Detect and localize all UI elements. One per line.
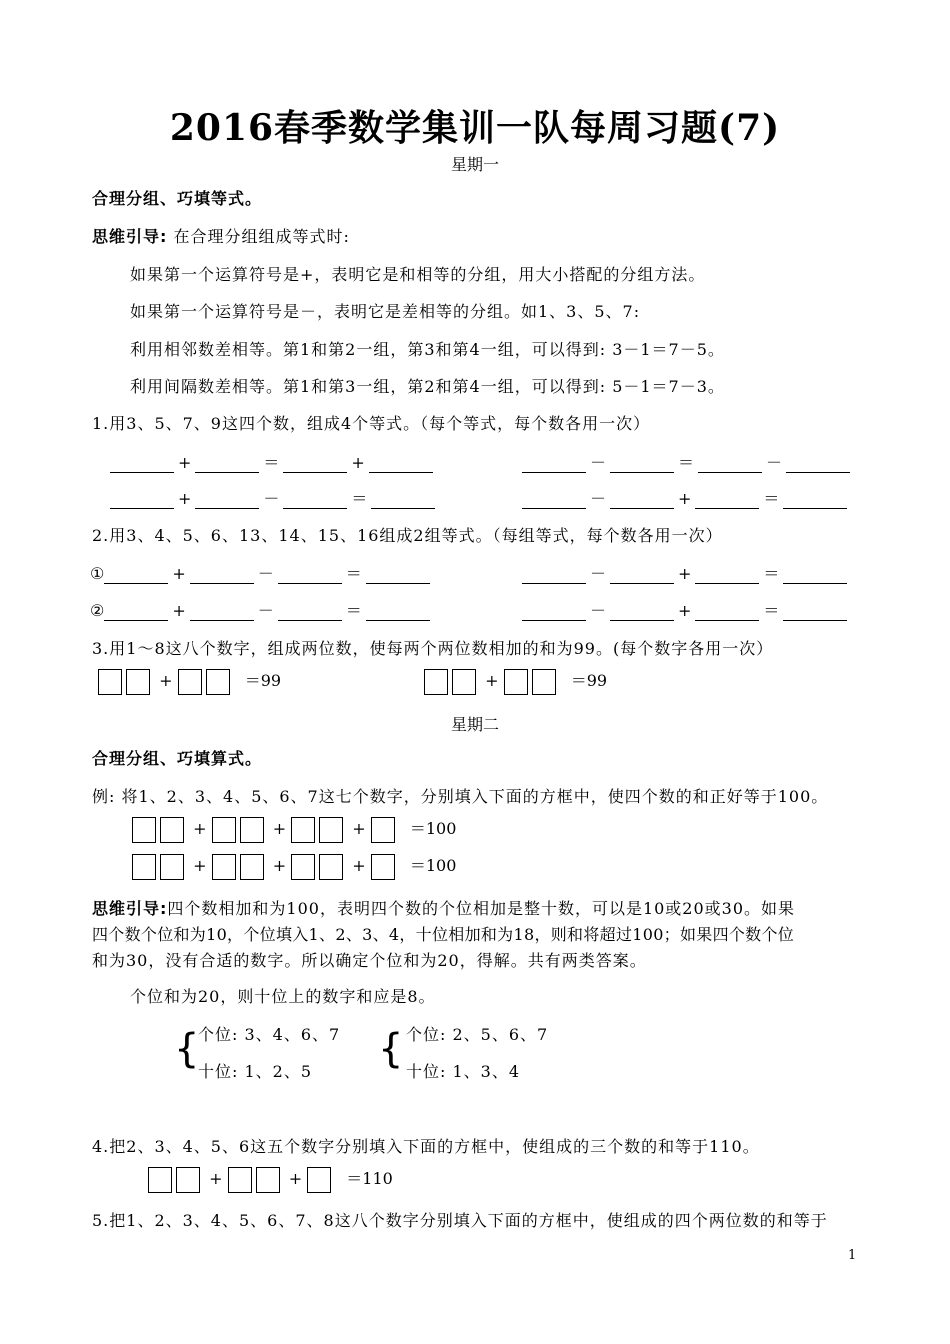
blank[interactable] [695, 490, 759, 509]
blank[interactable] [522, 454, 586, 473]
question-1: 1.用3、5、7、9这四个数，组成4个等式。（每个等式，每个数各用一次） [92, 414, 651, 433]
digit-box[interactable] [532, 669, 556, 695]
hint-line: 和为30，没有合适的数字。所以确定个位和为20，得解。共有两类答案。 [92, 951, 647, 970]
blank[interactable] [278, 602, 342, 621]
digit-box[interactable] [132, 854, 156, 880]
hint-label: 思维引导: [92, 899, 168, 918]
blank[interactable] [195, 454, 259, 473]
hint-line: 四个数相加和为100，表明四个数的个位相加是整十数，可以是10或20或30。如果 [167, 899, 796, 918]
blank[interactable] [610, 565, 674, 584]
blank[interactable] [522, 565, 586, 584]
blank[interactable] [104, 565, 168, 584]
digit-box[interactable] [148, 1167, 172, 1193]
digit-box[interactable] [212, 854, 236, 880]
brace-icon: { [174, 1026, 200, 1072]
blank[interactable] [371, 490, 435, 509]
blank[interactable] [369, 454, 433, 473]
blank[interactable] [783, 565, 847, 584]
q1-equation-2: － ＝ － [518, 450, 854, 473]
section1-hint [92, 224, 350, 247]
hint-line: 如果第一个运算符号是+，表明它是和相等的分组，用大小搭配的分组方法。 [130, 265, 706, 284]
question-4: 4.把2、3、4、5、6这五个数字分别填入下面的方框中，使组成的三个数的和等于110。 [92, 1137, 760, 1156]
blank[interactable] [610, 602, 674, 621]
blank[interactable] [786, 454, 850, 473]
hint-line: 四个数个位和为10，个位填入1、2、3、4，十位相加和为18，则和将超过100；如果四个数个位 [92, 925, 795, 944]
digit-box[interactable] [178, 669, 202, 695]
blank[interactable] [610, 454, 674, 473]
question-5: 5.把1、2、3、4、5、6、7、8这八个数字分别填入下面的方框中，使组成的四个两位数的和等于 [92, 1211, 828, 1230]
blank[interactable] [278, 565, 342, 584]
digit-box[interactable] [176, 1167, 200, 1193]
blank[interactable] [195, 490, 259, 509]
blank[interactable] [783, 602, 847, 621]
q4-equation: + + ＝110 [148, 1166, 393, 1193]
digit-box[interactable] [319, 854, 343, 880]
question-3: 3.用1～8这八个数字，组成两位数，使每两个两位数相加的和为99。(每个数字各用一次） [92, 639, 774, 658]
blank[interactable] [610, 490, 674, 509]
digit-box[interactable] [424, 669, 448, 695]
page-title: 2016春季数学集训一队每周习题(7) [169, 107, 781, 149]
example-equation-2: + + + ＝100 [132, 853, 456, 880]
digit-box[interactable] [291, 854, 315, 880]
day-monday: 星期一 [450, 155, 499, 174]
digit-box[interactable] [371, 817, 395, 843]
digit-box[interactable] [240, 817, 264, 843]
group1-ones: 个位: 3、4、6、7 [198, 1025, 341, 1044]
section1-heading: 合理分组、巧填等式。 [92, 189, 263, 208]
digit-box[interactable] [228, 1167, 252, 1193]
blank[interactable] [190, 565, 254, 584]
hint-line: 如果第一个运算符号是－，表明它是差相等的分组。如1、3、5、7: [130, 302, 641, 321]
sum-note: 个位和为20，则十位上的数字和应是8。 [130, 987, 436, 1006]
q2-equation-4: － + ＝ [518, 598, 851, 621]
blank[interactable] [110, 490, 174, 509]
blank[interactable] [283, 490, 347, 509]
digit-box[interactable] [291, 817, 315, 843]
digit-box[interactable] [452, 669, 476, 695]
blank[interactable] [695, 565, 759, 584]
blank[interactable] [366, 602, 430, 621]
blank[interactable] [695, 602, 759, 621]
digit-box[interactable] [160, 817, 184, 843]
digit-box[interactable] [371, 854, 395, 880]
hint-label: 思维引导: [92, 227, 168, 246]
digit-box[interactable] [160, 854, 184, 880]
blank[interactable] [698, 454, 762, 473]
section2-heading: 合理分组、巧填算式。 [92, 749, 263, 768]
blank[interactable] [110, 454, 174, 473]
digit-box[interactable] [212, 817, 236, 843]
blank[interactable] [783, 490, 847, 509]
digit-box[interactable] [256, 1167, 280, 1193]
q1-equation-4: － + ＝ [518, 486, 851, 509]
blank[interactable] [522, 602, 586, 621]
question-2: 2.用3、4、5、6、13、14、15、16组成2组等式。（每组等式，每个数各用一次） [92, 526, 723, 545]
example-equation-1: + + + ＝100 [132, 816, 456, 843]
q2-equation-2: － + ＝ [518, 561, 851, 584]
q2-equation-1: ① + － ＝ [90, 561, 434, 584]
digit-box[interactable] [504, 669, 528, 695]
q2-equation-3: ② + － ＝ [90, 598, 434, 621]
digit-box[interactable] [206, 669, 230, 695]
digit-box[interactable] [319, 817, 343, 843]
blank[interactable] [366, 565, 430, 584]
digit-box[interactable] [132, 817, 156, 843]
page-number: 1 [848, 1248, 857, 1263]
q1-equation-3: + － ＝ [106, 486, 439, 509]
blank[interactable] [283, 454, 347, 473]
q1-equation-1: + ＝ + [106, 450, 437, 473]
hint-line: 利用间隔数差相等。第1和第3一组，第2和第4一组，可以得到: 5－1＝7－3。 [130, 377, 725, 396]
group2-tens: 十位: 1、3、4 [406, 1062, 521, 1081]
digit-box[interactable] [98, 669, 122, 695]
day-tuesday: 星期二 [450, 715, 499, 734]
q3-equation-2: + ＝99 [424, 668, 607, 695]
blank[interactable] [190, 602, 254, 621]
group2-ones: 个位: 2、5、6、7 [406, 1025, 549, 1044]
digit-box[interactable] [307, 1167, 331, 1193]
q3-equation-1: + ＝99 [98, 668, 281, 695]
digit-box[interactable] [240, 854, 264, 880]
hint-text: 在合理分组组成等式时: [173, 227, 350, 246]
example: 例: 将1、2、3、4、5、6、7这七个数字，分别填入下面的方框中，使四个数的和正好等于100。 [92, 787, 829, 806]
digit-box[interactable] [126, 669, 150, 695]
section2-hint [92, 896, 795, 919]
blank[interactable] [104, 602, 168, 621]
brace-icon: { [378, 1026, 404, 1072]
hint-line: 利用相邻数差相等。第1和第2一组，第3和第4一组，可以得到: 3－1＝7－5。 [130, 340, 725, 359]
blank[interactable] [522, 490, 586, 509]
group1-tens: 十位: 1、2、5 [198, 1062, 313, 1081]
